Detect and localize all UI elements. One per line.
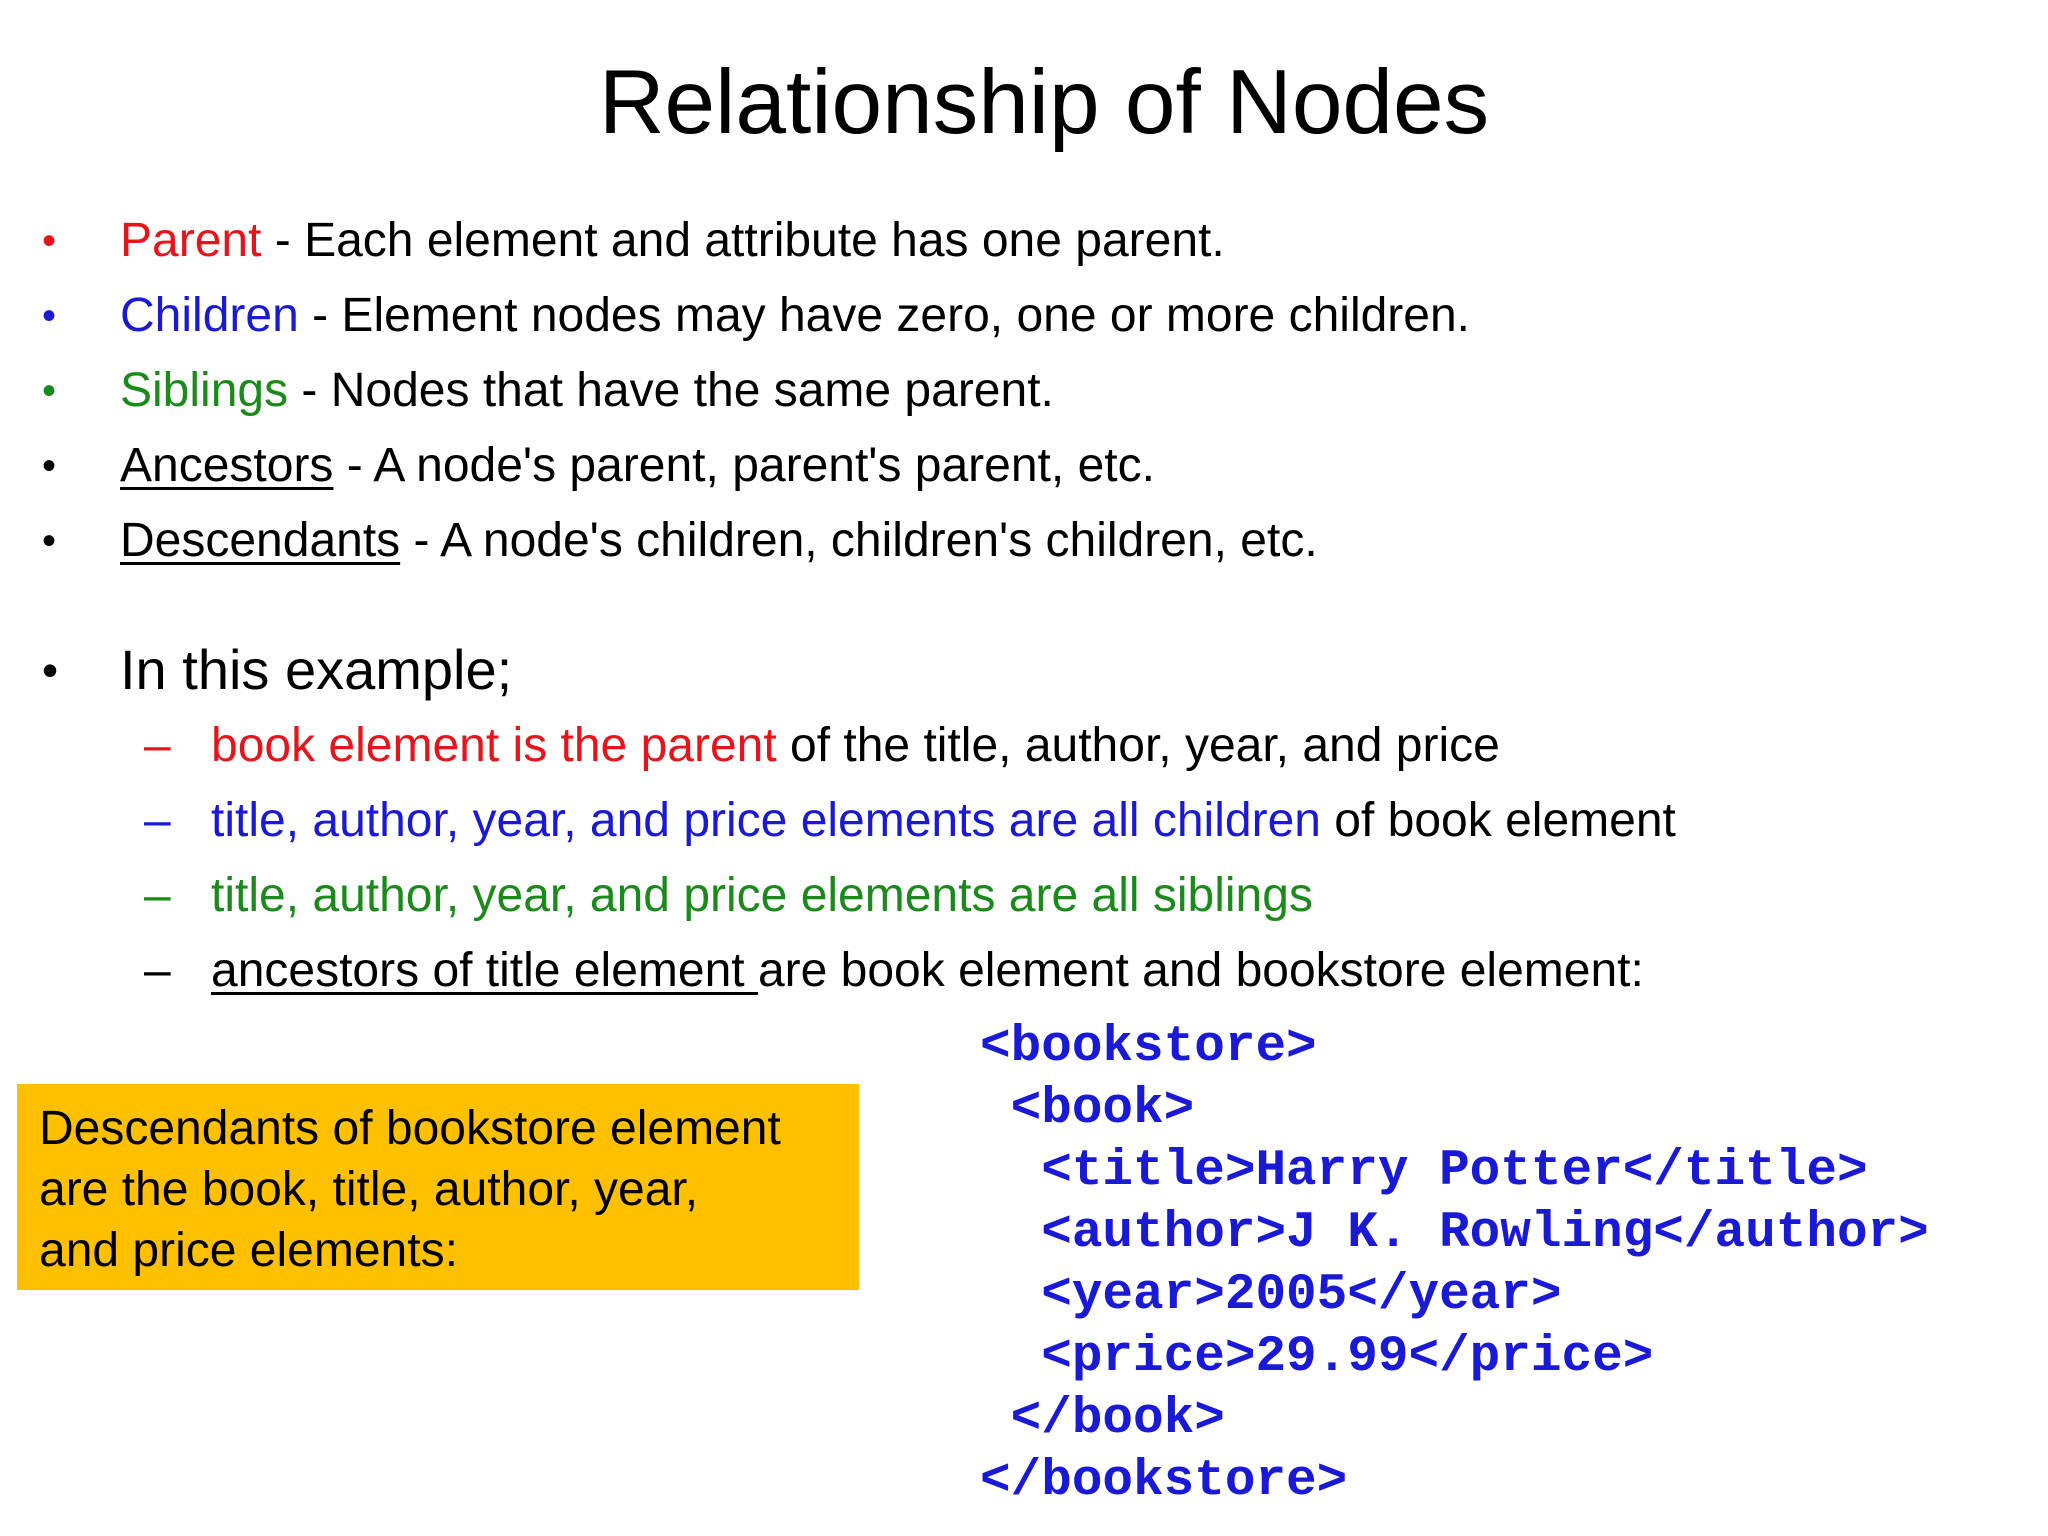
code-line: <price>29.99</price> bbox=[980, 1329, 1654, 1386]
bullet-marker: • bbox=[42, 644, 59, 696]
bullet-marker: • bbox=[42, 444, 57, 488]
dash-marker: – bbox=[144, 869, 171, 922]
term-siblings: Siblings bbox=[120, 364, 289, 417]
dash-marker: – bbox=[144, 719, 171, 772]
bullet-marker: • bbox=[42, 219, 57, 263]
example-highlight: ancestors of title element bbox=[211, 944, 758, 997]
code-line: </bookstore> bbox=[980, 1453, 1348, 1510]
code-line: <author>J K. Rowling</author> bbox=[980, 1205, 1929, 1262]
note-line: are the book, title, author, year, bbox=[39, 1163, 699, 1216]
definition-siblings: - Nodes that have the same parent. bbox=[288, 364, 1054, 417]
code-line: <title>Harry Potter</title> bbox=[980, 1143, 1868, 1200]
code-line: </book> bbox=[980, 1391, 1225, 1448]
definition-descendants: - A node's children, children's children, etc. bbox=[400, 514, 1318, 567]
code-line: <bookstore> bbox=[980, 1019, 1317, 1076]
example-rest: are book element and bookstore element: bbox=[757, 944, 1644, 997]
bullet-marker: • bbox=[42, 519, 57, 563]
example-highlight: book element is the parent bbox=[211, 719, 777, 772]
term-descendants: Descendants bbox=[120, 514, 401, 567]
example-highlight: title, author, year, and price elements are all children bbox=[211, 794, 1321, 847]
term-ancestors: Ancestors bbox=[120, 439, 334, 492]
term-children: Children bbox=[120, 289, 299, 342]
dash-marker: – bbox=[144, 944, 171, 997]
bullet-marker: • bbox=[42, 294, 57, 338]
dash-marker: – bbox=[144, 794, 171, 847]
example-highlight: title, author, year, and price elements are all siblings bbox=[211, 869, 1313, 922]
term-parent: Parent bbox=[120, 214, 262, 267]
code-line: <book> bbox=[980, 1081, 1195, 1138]
note-line: and price elements: bbox=[39, 1224, 458, 1277]
note-line: Descendants of bookstore element bbox=[39, 1102, 781, 1155]
definition-parent: - Each element and attribute has one parent. bbox=[261, 214, 1225, 267]
slide-title: Relationship of Nodes bbox=[598, 52, 1490, 153]
bullet-marker: • bbox=[42, 369, 57, 413]
definition-ancestors: - A node's parent, parent's parent, etc. bbox=[333, 439, 1155, 492]
code-line: <year>2005</year> bbox=[980, 1267, 1562, 1324]
definition-children: - Element nodes may have zero, one or more children. bbox=[298, 289, 1471, 342]
example-rest: of the title, author, year, and price bbox=[776, 719, 1500, 772]
example-heading: In this example; bbox=[120, 638, 513, 701]
example-rest: of book element bbox=[1320, 794, 1676, 847]
